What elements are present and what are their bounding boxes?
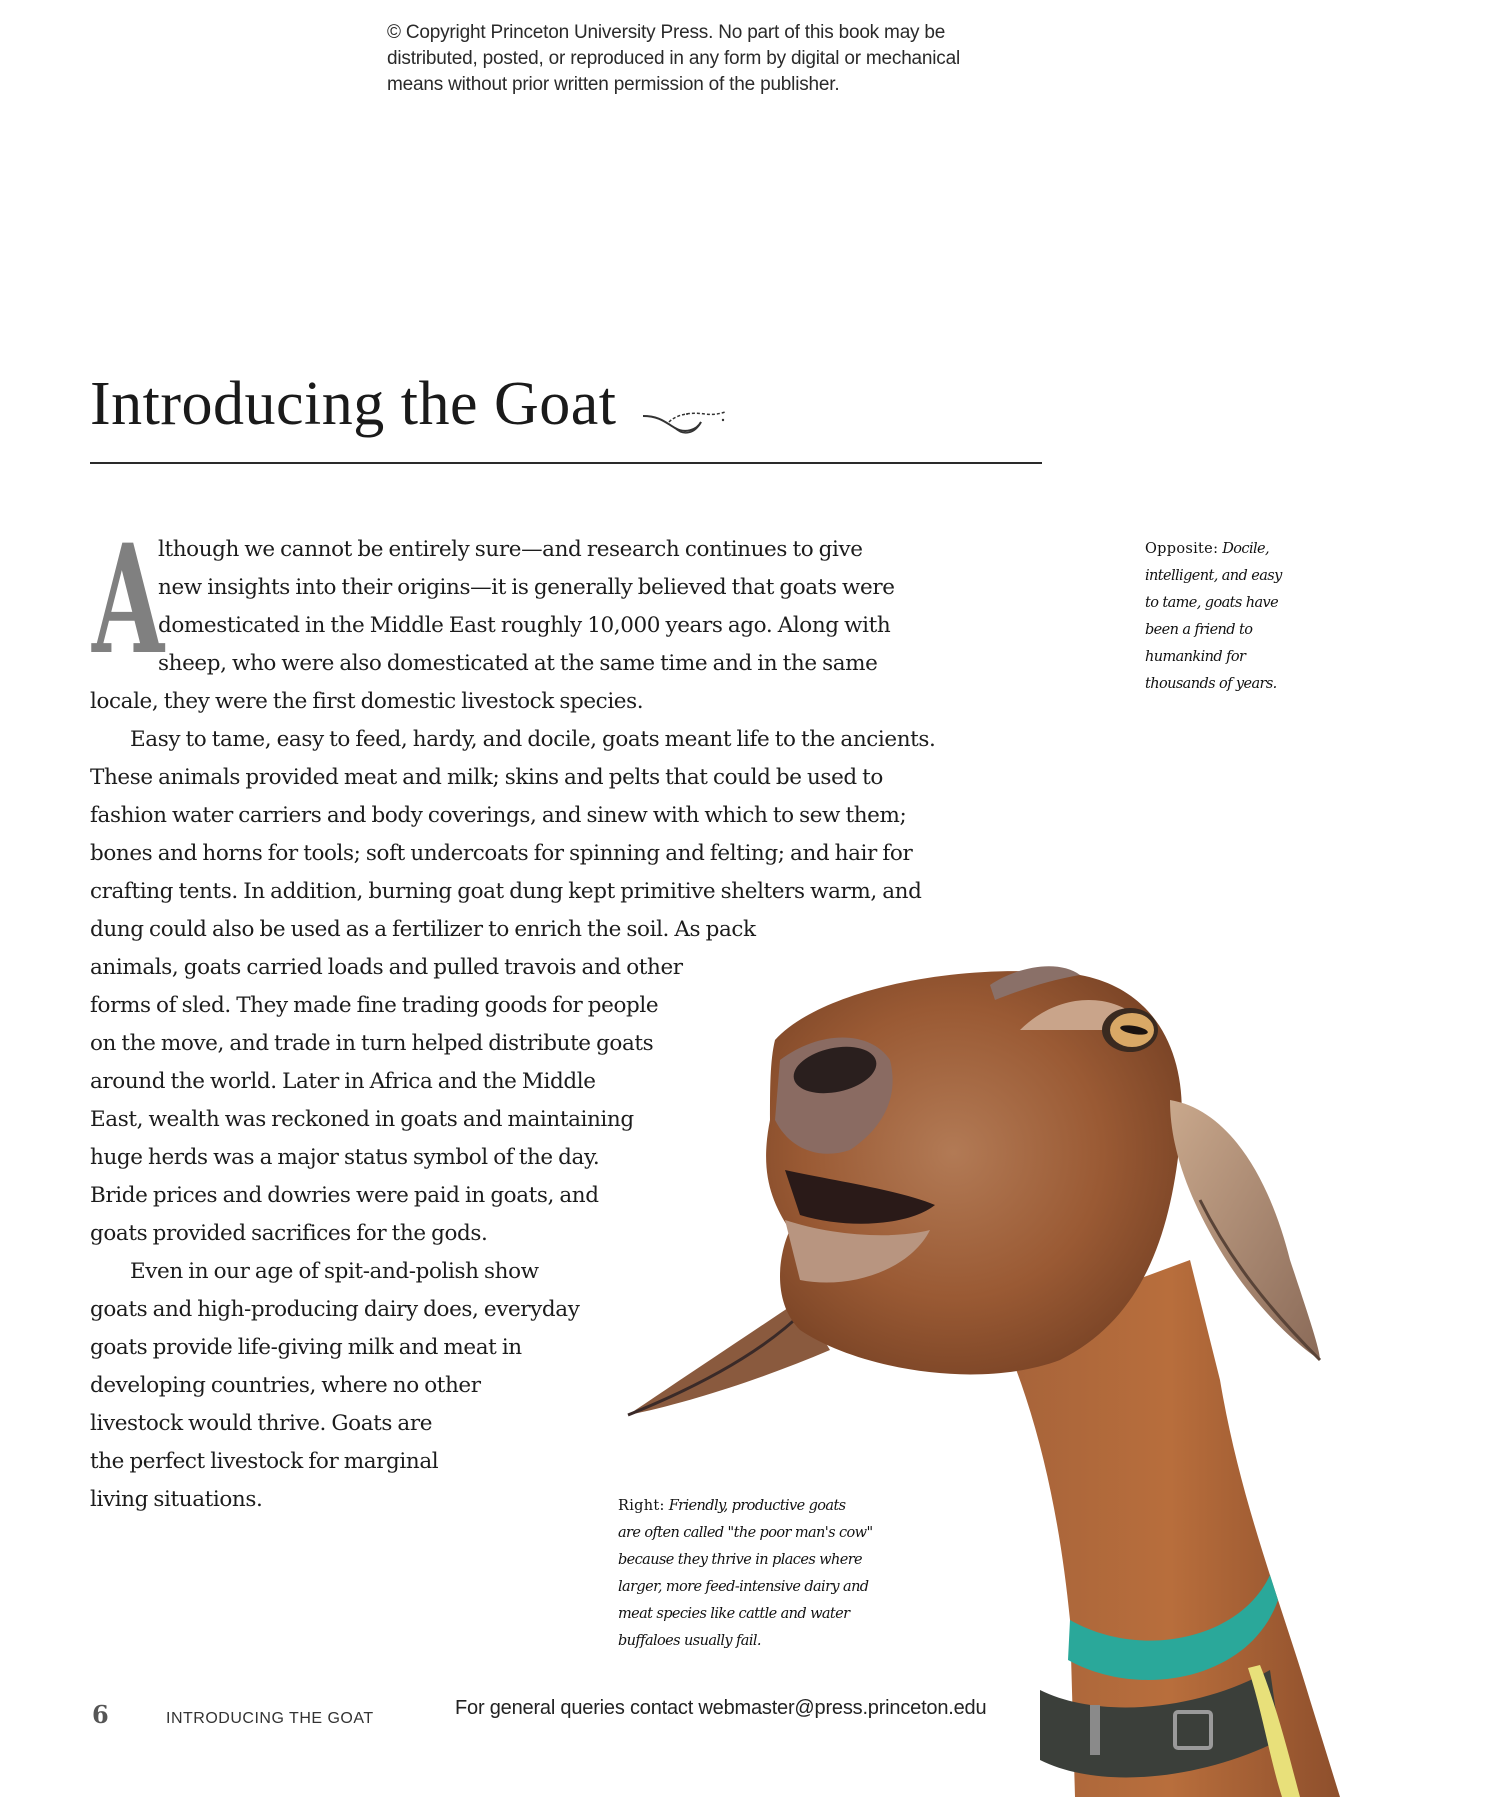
caption-line: Docile, (1222, 541, 1270, 557)
copyright-line: distributed, posted, or reproduced in any form by digital or mechanical (387, 48, 961, 69)
text-line: livestock would thrive. Goats are (90, 1411, 433, 1436)
text-line: around the world. Later in Africa and the Middle (90, 1069, 596, 1094)
text-line: living situations. (90, 1487, 263, 1512)
text-line: animals, goats carried loads and pulled travois and other (90, 955, 683, 980)
caption-line: larger, more feed-intensive dairy and (618, 1579, 869, 1595)
caption-line: are often called "the poor man's cow" (618, 1525, 873, 1541)
text-line: new insights into their origins—it is generally believed that goats were (158, 575, 895, 600)
copyright-line: means without prior written permission of the publisher. (387, 74, 840, 95)
text-line: Bride prices and dowries were paid in goats, and (90, 1183, 599, 1208)
caption-lead: Right: (618, 1498, 665, 1514)
text-line: East, wealth was reckoned in goats and maintaining (90, 1107, 634, 1132)
text-line: fashion water carriers and body coverings, and sinew with which to sew them; (90, 803, 907, 828)
caption-line: been a friend to (1145, 622, 1253, 638)
text-line: dung could also be used as a fertilizer to enrich the soil. As pack (90, 917, 756, 942)
text-line: Easy to tame, easy to feed, hardy, and docile, goats meant life to the ancients. (130, 727, 936, 752)
chapter-title: Introducing the Goat (90, 370, 617, 438)
text-line: sheep, who were also domesticated at the same time and in the same (158, 651, 878, 676)
text-line: huge herds was a major status symbol of the day. (90, 1145, 600, 1170)
paragraph-1-tail (90, 683, 643, 721)
caption-line: because they thrive in places where (618, 1552, 863, 1568)
caption-lead: Opposite: (1145, 541, 1219, 557)
text-line: crafting tents. In addition, burning goat dung kept primitive shelters warm, and (90, 879, 922, 904)
text-line: bones and horns for tools; soft undercoats for spinning and felting; and hair for (90, 841, 913, 866)
page-number: 6 (92, 1700, 109, 1729)
caption-right (618, 1493, 873, 1655)
goat-photo (620, 950, 1380, 1797)
text-line: Even in our age of spit-and-polish show (130, 1259, 539, 1284)
text-line: goats and high-producing dairy does, everyday (90, 1297, 580, 1322)
caption-line: humankind for (1145, 649, 1246, 665)
horn-flourish-icon (639, 400, 729, 440)
text-line: the perfect livestock for marginal (90, 1449, 439, 1474)
running-head: INTRODUCING THE GOAT (166, 1710, 374, 1727)
text-line: goats provide life-giving milk and meat in (90, 1335, 522, 1360)
text-line: These animals provided meat and milk; skins and pelts that could be used to (90, 765, 883, 790)
chapter-heading (90, 368, 1045, 440)
copyright-notice (387, 20, 1087, 98)
copyright-line: © Copyright Princeton University Press. No part of this book may be (387, 22, 946, 43)
paragraph-1-indented (158, 531, 895, 683)
text-line: developing countries, where no other (90, 1373, 481, 1398)
text-line: lthough we cannot be entirely sure—and research continues to give (158, 537, 863, 562)
text-line: locale, they were the first domestic livestock species. (90, 689, 644, 714)
paragraph-3 (90, 1253, 579, 1519)
caption-line: intelligent, and easy (1145, 568, 1282, 584)
text-line: forms of sled. They made fine trading goods for people (90, 993, 659, 1018)
title-divider (90, 462, 1042, 464)
caption-opposite (1145, 536, 1282, 698)
caption-line: Friendly, productive goats (668, 1498, 846, 1514)
text-line: goats provided sacrifices for the gods. (90, 1221, 488, 1246)
drop-cap: A (92, 512, 165, 688)
text-line: on the move, and trade in turn helped distribute goats (90, 1031, 654, 1056)
text-line: domesticated in the Middle East roughly 10,000 years ago. Along with (158, 613, 891, 638)
caption-line: buffaloes usually fail. (618, 1633, 761, 1649)
caption-line: to tame, goats have (1145, 595, 1279, 611)
caption-line: meat species like cattle and water (618, 1606, 850, 1622)
caption-line: thousands of years. (1145, 676, 1277, 692)
contact-notice: For general queries contact webmaster@press.princeton.edu (455, 1697, 987, 1719)
